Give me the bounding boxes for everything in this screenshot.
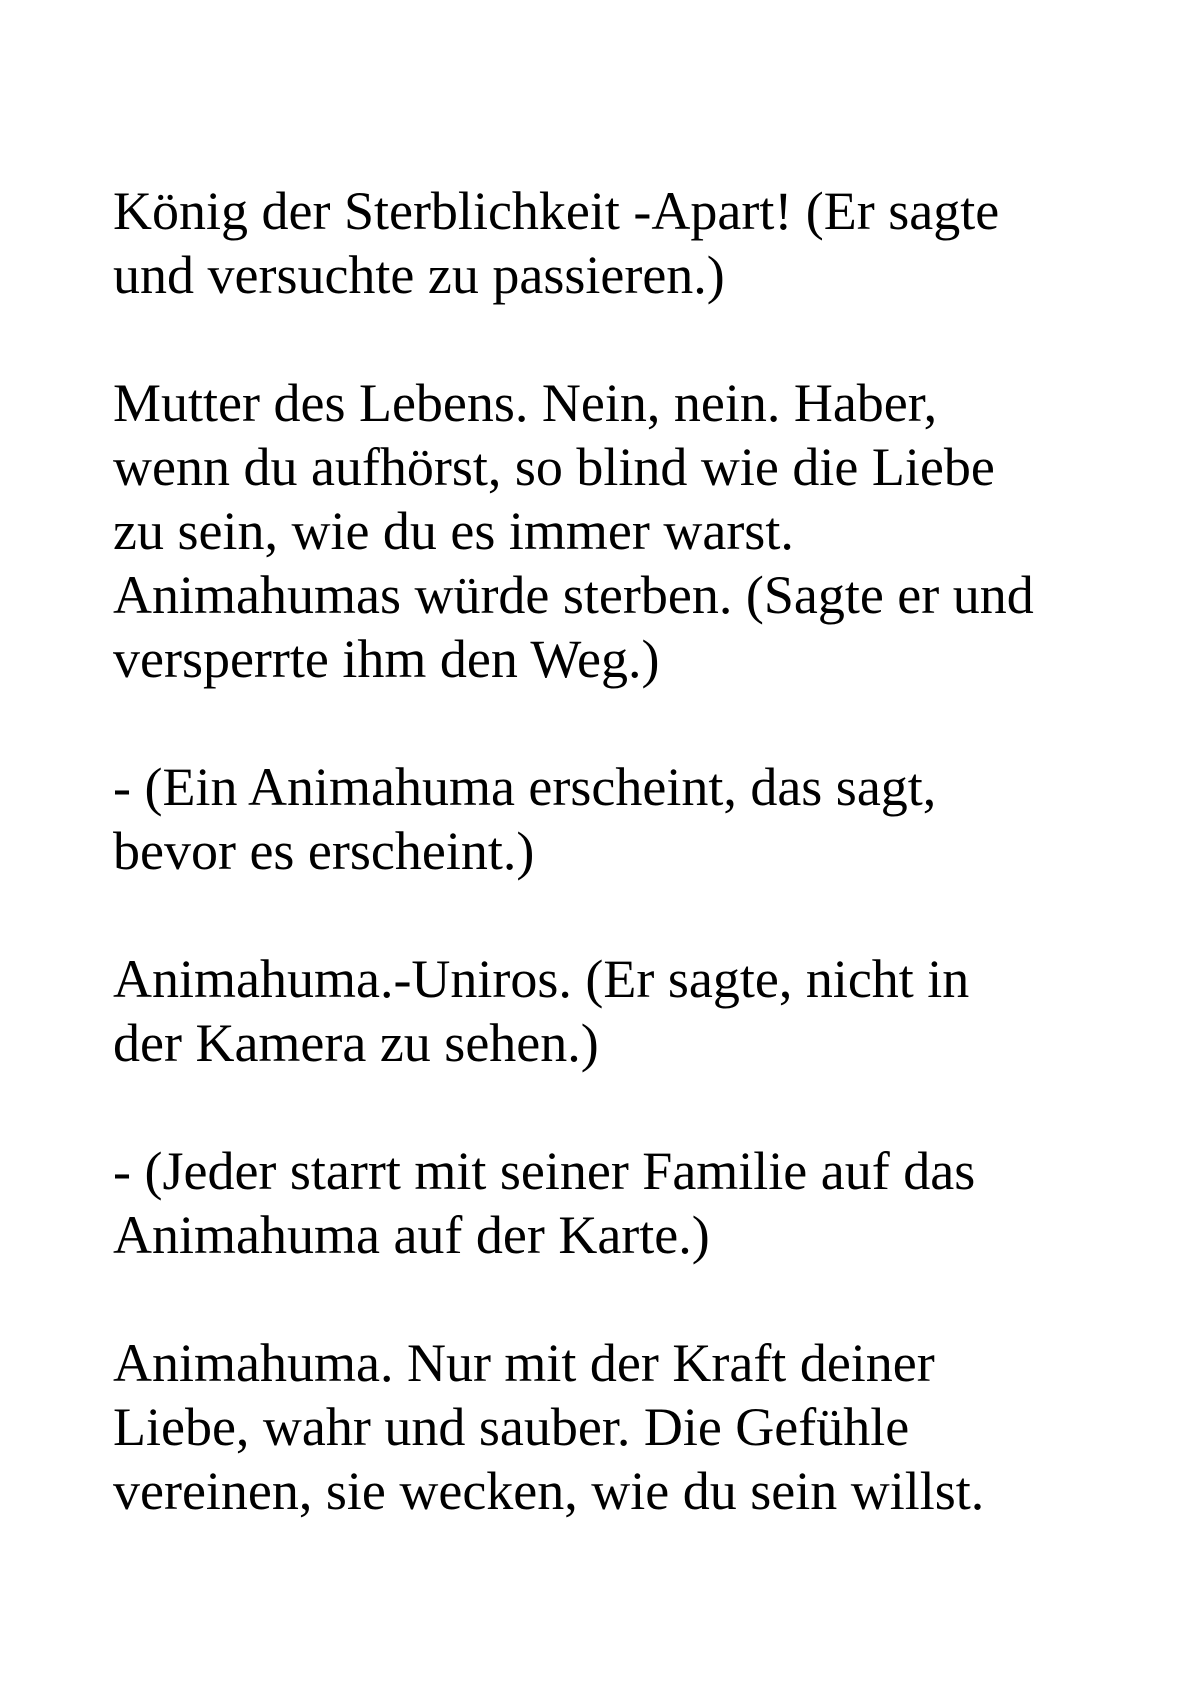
paragraph — [113, 179, 1113, 307]
text-line: - (Ein Animahuma erscheint, das sagt, — [113, 757, 937, 817]
text-line: bevor es erscheint.) — [113, 821, 535, 881]
text-line: und versuchte zu passieren.) — [113, 245, 725, 305]
text-line: Animahuma. Nur mit der Kraft deiner — [113, 1333, 935, 1393]
text-line: Mutter des Lebens. Nein, nein. Haber, — [113, 373, 938, 433]
text-line: - (Jeder starrt mit seiner Familie auf das — [113, 1141, 976, 1201]
document-body — [113, 179, 1113, 1587]
paragraph — [113, 947, 1113, 1075]
paragraph — [113, 371, 1113, 691]
text-line: versperrte ihm den Weg.) — [113, 629, 660, 689]
text-line: Animahuma auf der Karte.) — [113, 1205, 710, 1265]
text-line: Animahuma.-Uniros. (Er sagte, nicht in — [113, 949, 970, 1009]
text-line: der Kamera zu sehen.) — [113, 1013, 599, 1073]
text-line: wenn du aufhörst, so blind wie die Liebe — [113, 437, 995, 497]
text-line: Animahumas würde sterben. (Sagte er und — [113, 565, 1034, 625]
text-line: Liebe, wahr und sauber. Die Gefühle — [113, 1397, 910, 1457]
paragraph — [113, 755, 1113, 883]
text-line: zu sein, wie du es immer warst. — [113, 501, 794, 561]
paragraph — [113, 1331, 1113, 1523]
text-line: vereinen, sie wecken, wie du sein willst. — [113, 1461, 985, 1521]
text-line: König der Sterblichkeit -Apart! (Er sagte — [113, 181, 1000, 241]
paragraph — [113, 1139, 1113, 1267]
